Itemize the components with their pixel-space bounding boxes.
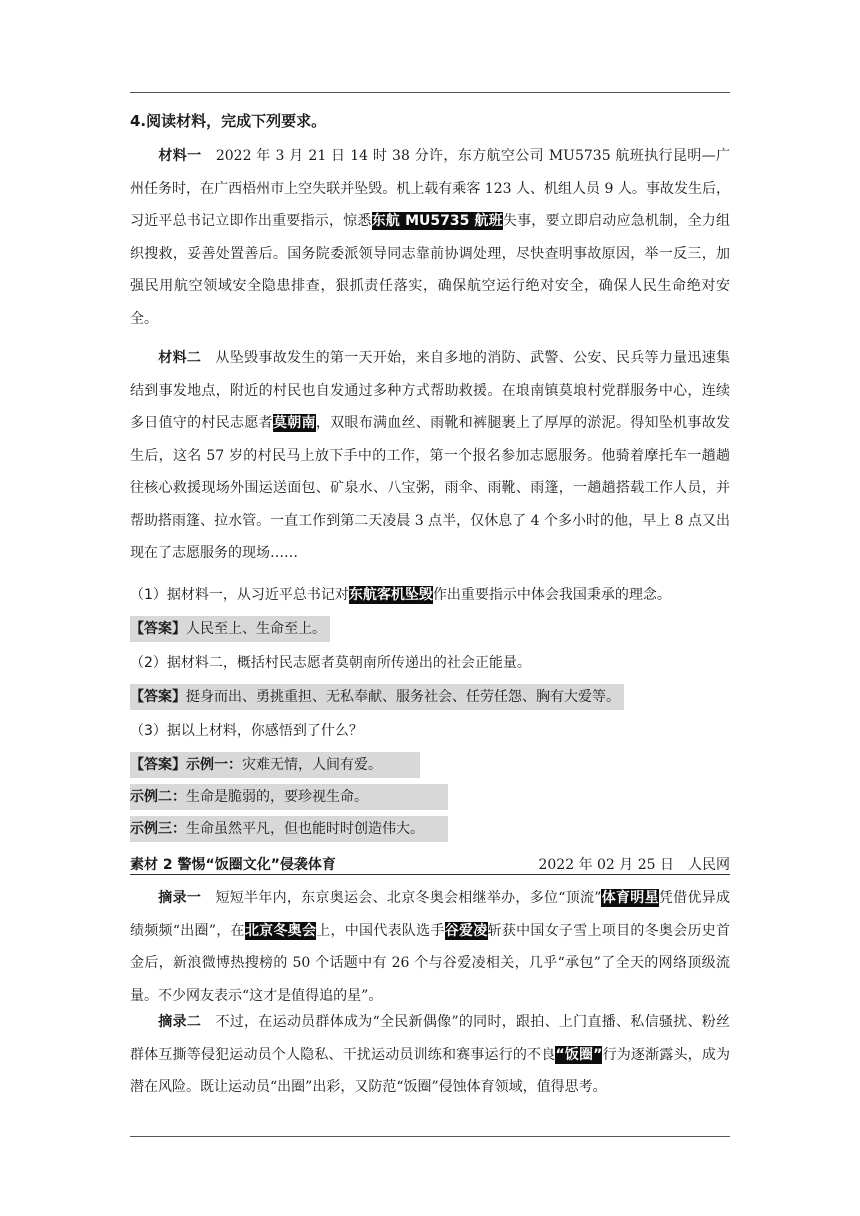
- excerpt-two: [130, 1006, 730, 1104]
- material-two-label: 材料二: [158, 350, 202, 366]
- excerpt-one-text-d: 斩获中国女子雪上项目的冬奥会历史首金后，新浪微博热搜榜的 50 个话题中有 26 个与谷爱凌相关，几乎“承包”了全天的网络顶级流量。不少网友表示“这才是值得追的星”。: [130, 922, 731, 1004]
- source-title: 素材 2 警惕“饭圈文化”侵袭体育: [130, 857, 336, 873]
- question-1-highlight: 东航客机坠毁: [348, 587, 433, 603]
- excerpt-two-text-a: 不过，在运动员群体成为“全民新偶像”的同时，跟拍、上门直播、私信骚扰、粉丝群体互撕等侵犯运动员个人隐私、干扰运动员训练和赛事运行的不良: [130, 1014, 731, 1063]
- footer-rule: [130, 1136, 730, 1137]
- answer-1-value: 人民至上、生命至上。: [186, 621, 326, 637]
- source-heading: [130, 854, 730, 874]
- question-3: （3）据以上材料，你感悟到了什么？: [130, 723, 363, 739]
- question-1: [130, 582, 730, 608]
- question-1-text-b: 作出重要指示中体会我国秉承的理念。: [432, 587, 671, 603]
- answer-3-key-2: 示例二：: [130, 789, 186, 805]
- material-two-text-b: ，双眼布满血丝、雨靴和裤腿裹上了厚厚的淤泥。得知坠机事故发生后，这名 57 岁的村民马上放下手中的工作，第一个报名参加志愿服务。他骑着摩托车一趟趟往核心救援现场外围运送面包、矿泉水、八宝粥，雨伞、雨靴、雨篷，一趟趟搭载工作人员，并帮助搭雨篷、拉水管。一直工作到第二天凌晨 3 点半，仅休息了 4 个多小时的他，早上 8 点又出现在了志愿服务的现场……: [130, 415, 731, 561]
- answer-1-key: 【答案】: [130, 621, 186, 637]
- answer-3-value-3: 生命虽然平凡，但也能时时创造伟大。: [186, 821, 424, 837]
- excerpt-one-highlight-3: 谷爱凌: [444, 922, 488, 939]
- question-1-text-a: （1）据材料一，从习近平总书记对: [130, 587, 349, 603]
- excerpt-two-label: 摘录二: [158, 1014, 202, 1030]
- answer-1: [130, 616, 330, 642]
- excerpt-one-text-a: 短短半年内，东京奥运会、北京冬奥会相继举办，多位“顶流”: [215, 890, 602, 906]
- answer-3-example-1: [130, 752, 420, 778]
- source-underline: [130, 874, 730, 875]
- excerpt-one-text-b: 凭借优异成绩频频“出圈”，在: [130, 890, 731, 939]
- answer-3-value-1: 灾难无情，人间有爱。: [242, 757, 382, 773]
- material-one-highlight: 东航 MU5735 航班: [371, 213, 503, 229]
- answer-3-key-1: 【答案】示例一：: [130, 757, 242, 773]
- material-two: [130, 342, 730, 570]
- excerpt-one-label: 摘录一: [158, 890, 202, 906]
- answer-2: [130, 684, 624, 710]
- answer-2-value: 挺身而出、勇挑重担、无私奉献、服务社会、任劳任怨、胸有大爱等。: [186, 689, 620, 705]
- answer-2-key: 【答案】: [130, 689, 186, 705]
- answer-3-example-2: [130, 784, 448, 810]
- material-one-text-a: 2022 年 3 月 21 日 14 时 38 分许，东方航空公司 MU5735 航班执行昆明—广州任务时，在广西梧州市上空失联并坠毁。机上载有乘客 123 人、机组人员 9 人。事故发生后，习近平总书记立即作出重要指示，惊悉: [130, 148, 731, 229]
- excerpt-two-highlight: “饭圈”: [555, 1046, 603, 1063]
- excerpt-one-text-c: 上，中国代表队选手: [316, 922, 445, 939]
- source-date: 2022 年 02 月 25 日 人民网: [538, 857, 730, 873]
- question-2: （2）据材料二，概括村民志愿者莫朝南所传递出的社会正能量。: [130, 655, 531, 671]
- answer-3-example-3: [130, 816, 448, 842]
- material-two-text-a: 从坠毁事故发生的第一天开始，来自多地的消防、武警、公安、民兵等力量迅速集结到事发地点，附近的村民也自发通过多种方式帮助救援。在埌南镇莫埌村党群服务中心，连续多日值守的村民志愿者: [130, 350, 731, 431]
- answer-3-key-3: 示例三：: [130, 821, 186, 837]
- excerpt-one: [130, 882, 730, 1012]
- answer-3-value-2: 生命是脆弱的，要珍视生命。: [186, 789, 368, 805]
- material-one-label: 材料一: [158, 148, 202, 164]
- material-one-text-b: 失事，要立即启动应急机制，全力组织搜救，妥善处置善后。国务院委派领导同志靠前协调处理，尽快查明事故原因，举一反三，加强民用航空领域安全隐患排查，狠抓责任落实，确保航空运行绝对安全，确保人民生命绝对安全。: [130, 213, 731, 327]
- excerpt-one-highlight-2: 北京冬奥会: [244, 922, 317, 939]
- material-two-highlight: 莫朝南: [272, 415, 316, 431]
- header-rule: [130, 92, 730, 93]
- question-title: 4.阅读材料，完成下列要求。: [130, 112, 327, 130]
- excerpt-two-text-b: 行为逐渐露头，成为潜在风险。既让运动员“出圈”出彩，又防范“饭圈”侵蚀体育领域，值得思考。: [130, 1046, 731, 1095]
- material-one: [130, 140, 730, 335]
- excerpt-one-highlight-1: 体育明星: [601, 890, 659, 906]
